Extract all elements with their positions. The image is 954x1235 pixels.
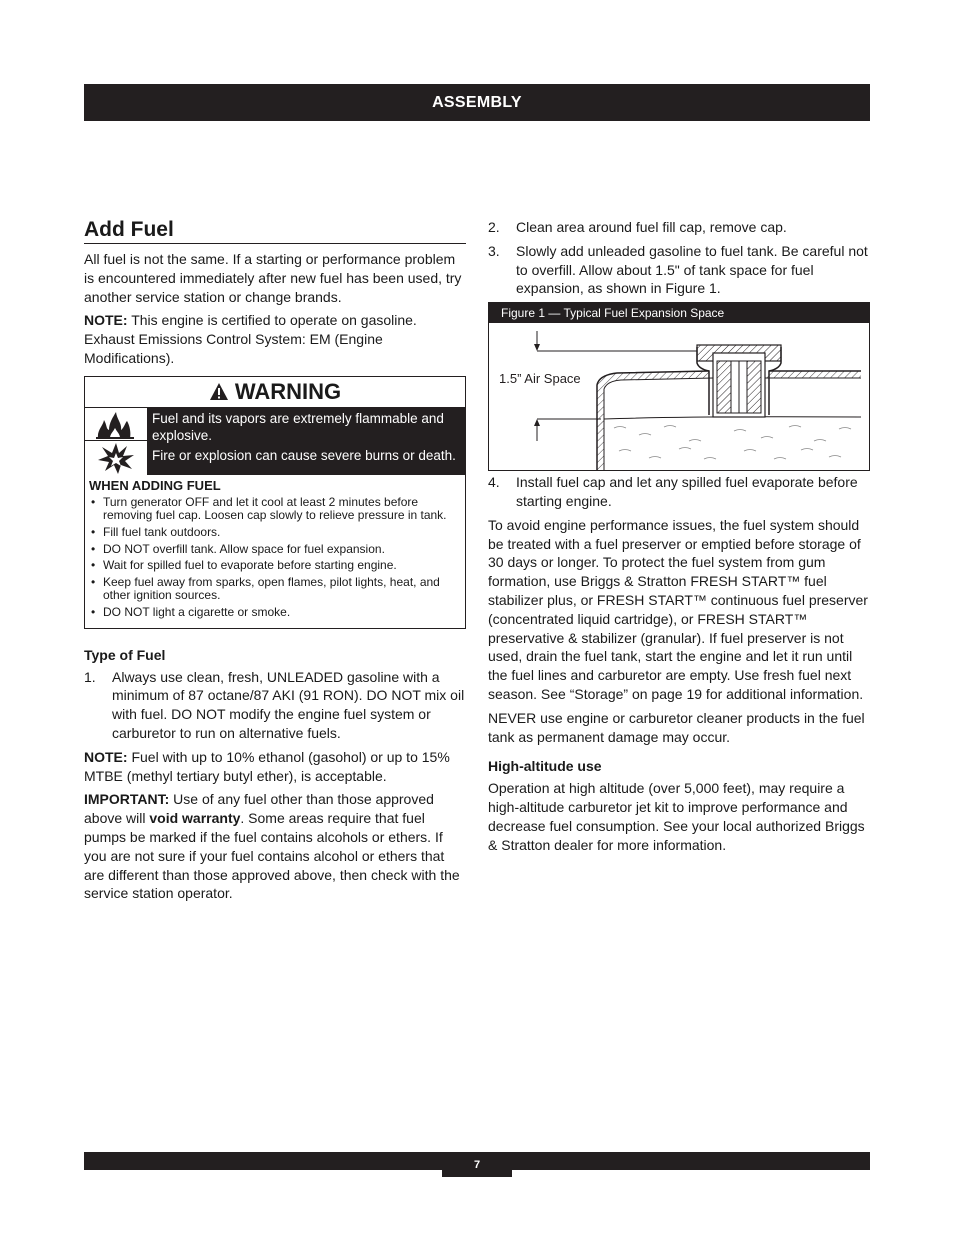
step-text: Always use clean, fresh, UNLEADED gasoline with a minimum of 87 octane/87 AKI (91 RON). DO NOT mix oil with fuel. DO NOT modify the engine fuel system or carburetor to run on alternative fuels. — [112, 668, 465, 741]
figure-1 — [488, 302, 870, 471]
list-item — [488, 218, 870, 237]
list-item — [84, 668, 466, 743]
warning-header — [85, 377, 465, 407]
step-number: 2. — [488, 219, 500, 235]
warning-title: WARNING — [234, 378, 342, 404]
air-space-label: 1.5” Air Space — [499, 371, 581, 387]
note-label: NOTE: — [84, 748, 128, 765]
hazard-icons — [85, 408, 149, 475]
important-paragraph — [84, 790, 466, 903]
warning-box — [84, 376, 466, 629]
list-item: • Wait for spilled fuel to evaporate before starting engine. — [89, 559, 461, 573]
note-text: Fuel with up to 10% ethanol (gasohol) or up to 15% MTBE (methyl tertiary butyl ether), is acceptable. — [84, 748, 450, 784]
high-altitude-heading: High-altitude use — [488, 758, 602, 775]
hazard-text — [149, 408, 465, 475]
step-number: 1. — [84, 668, 96, 685]
figure-caption: Figure 1 — Typical Fuel Expansion Space — [489, 303, 869, 323]
hazard-explosion-text: Fire or explosion can cause severe burns or death. — [152, 447, 456, 463]
important-text-cont: . Some areas require that fuel pumps be marked if the fuel contains alcohols or ethers. If you are not sure if your fuel contains alcohol or ethers that are different than those approved above, then check with the service station operator. — [84, 810, 460, 902]
list-item: • DO NOT light a cigarette or smoke. — [89, 606, 461, 620]
section-header-title: ASSEMBLY — [432, 93, 522, 111]
step-text: Slowly add unleaded gasoline to fuel tank. Be careful not to overfill. Allow about 1.5" of tank space for fuel expansion, as shown in Figure 1. — [516, 242, 868, 297]
step-text: Clean area around fuel fill cap, remove cap. — [516, 219, 787, 235]
left-column — [84, 218, 466, 903]
step-number: 3. — [488, 242, 500, 259]
list-item: • Turn generator OFF and let it cool at least 2 minutes before removing fuel cap. Loosen cap slowly to relieve pressure in tank. — [89, 496, 461, 523]
cleaner-warning-paragraph: NEVER use engine or carburetor cleaner products in the fuel tank as permanent damage may occur. — [488, 709, 865, 745]
warning-list — [85, 496, 465, 628]
list-item: • Fill fuel tank outdoors. — [89, 526, 461, 540]
fuel-tank-diagram — [489, 323, 869, 470]
explosion-hazard-icon — [96, 441, 136, 475]
section-header — [84, 84, 870, 121]
page-number — [442, 1152, 512, 1177]
important-text: Use of any fuel other than those approved above will — [84, 791, 434, 827]
explosion-hazard-cell — [85, 441, 149, 475]
section-title: Add Fuel — [84, 218, 466, 244]
list-item — [488, 473, 870, 511]
warning-triangle-icon — [209, 382, 229, 401]
note-text: This engine is certified to operate on gasoline. Exhaust Emissions Control System: EM (Engine Modifications). — [84, 312, 417, 366]
note-label: NOTE: — [84, 312, 128, 329]
void-warranty-text: void warranty — [149, 810, 241, 827]
note-paragraph — [84, 748, 466, 786]
list-item: • DO NOT overfill tank. Allow space for fuel expansion. — [89, 543, 461, 557]
important-label: IMPORTANT: — [84, 791, 170, 808]
list-item — [488, 242, 870, 298]
fuel-steps-list — [488, 473, 870, 511]
high-altitude-paragraph: Operation at high altitude (over 5,000 feet), may require a high-altitude carburetor jet kit to improve performance and decrease fuel consumption. See your local authorized Briggs & Stratton dealer for more information. — [488, 780, 865, 853]
note-paragraph — [84, 311, 466, 367]
step-number: 4. — [488, 474, 500, 491]
warning-subheading: WHEN ADDING FUEL — [89, 477, 221, 493]
intro-paragraph: All fuel is not the same. If a starting or performance problem is encountered immediately after new fuel has been used, try another service station or change brands. — [84, 251, 462, 305]
fuel-steps-list — [84, 668, 466, 743]
fire-hazard-cell — [85, 408, 149, 441]
fire-hazard-icon — [94, 408, 138, 440]
right-column — [488, 218, 870, 855]
list-item: • Keep fuel away from sparks, open flames, pilot lights, heat, and other ignition sources. — [89, 576, 461, 603]
hazard-block — [85, 407, 465, 475]
page-number-text: 7 — [473, 1158, 481, 1171]
hazard-flammable-text: Fuel and its vapors are extremely flammable and explosive. — [152, 410, 444, 444]
storage-paragraph: To avoid engine performance issues, the fuel system should be treated with a fuel preserver or emptied before storage of 30 days or longer. To protect the fuel system from gum formation, use Briggs & Stratton FRESH START™ fuel stabilizer plus, or FRESH START™ continuous fuel preserver (concentrated liquid cartridge), or FRESH START™ preservative & stabilizer (granular). If fuel preserver is not used, drain the fuel tank, start the engine and let it run until the fuel lines and carburetor are empty. Use fresh fuel next season. See “Storage” on page 19 for additional information. — [488, 516, 868, 702]
step-text: Install fuel cap and let any spilled fuel evaporate before starting engine. — [516, 474, 858, 509]
type-of-fuel-heading: Type of Fuel — [84, 646, 166, 663]
fuel-steps-list — [488, 218, 870, 298]
